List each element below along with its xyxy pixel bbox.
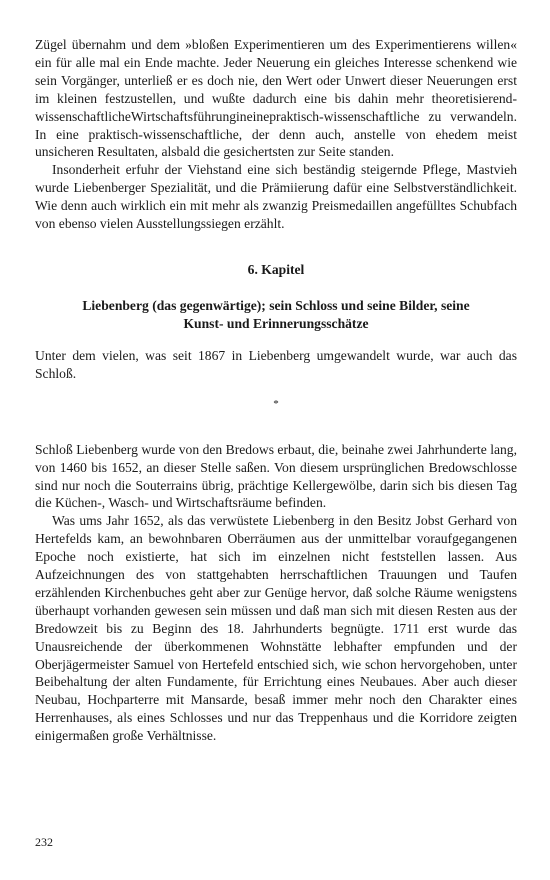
chapter-subtitle-line-1: Liebenberg (das gegenwärtige); sein Schloss und seine Bilder, seine <box>82 297 470 313</box>
paragraph-castle-history: Schloß Liebenberg wurde von den Bredows erbaut, die, beinahe zwei Jahrhunderte lang, von 1460 bis 1652, an dieser Stelle saßen. Von diesem ursprünglichen Bredowschlosse sind nur noch die Souterrains übrig, prächtige Kellergewölbe, darin sich bis diesen Tag die Küchen-, Wasch- und Wirtschaftsräume befinden. <box>35 441 517 511</box>
chapter-subtitle <box>35 297 517 333</box>
paragraph-hertefeld: Was ums Jahr 1652, als das verwüstete Liebenberg in den Besitz Jobst Gerhard von Hertefelds kam, an bewohnbaren Oberräumen aus der unmittelbar voraufgegangenen Epoche noch existierte, hat sich im einzelnen nicht feststellen lassen. Aus Aufzeichnungen des von stattgehabten herrschaftlichen Trauungen und Taufen erzählenden Kirchenbuches geht aber zur Genüge hervor, daß solche Räume wenigstens überhaupt vorhanden gewesen sein müssen und daß man sich mit diesen Resten aus der Bredowzeit bis zu Beginn des 18. Jahrhunderts begnügte. 1711 erst wurde das Unausreichende der überkommenen Wohnstätte lebhafter empfunden und der Oberjägermeister Samuel von Hertefeld entschied sich, wie schon hervorgehoben, unter Beibehaltung der alten Fundamente, für Errichtung eines Neubaues. Aber auch dieser Neubau, Hochparterre mit Mansarde, besaß immer mehr noch den Charakter eines Herrenhauses, als eines Schlosses und nur das Treppenhaus und die Korridore zeigten einigermaßen große Verhältnisse. <box>35 513 517 744</box>
page-number: 232 <box>35 835 53 849</box>
paragraph-continuation: Zügel übernahm und dem »bloßen Experimentieren um des Experimentierens willen« ein für alle mal ein Ende machte. Jeder Neuerung ein gleiches Interesse schenkend wie sein Vorgänger, unterließ er es doch nie, den Wert oder Unwert dieser Neuerungen erst im kleinen festzustellen, und wußte dadurch eine bis dahin mehr theoretisierend-wissenschaftlicheWirtschaftsführungineinepraktisch-wissenschaftliche zu verwandeln. In eine praktisch-wissenschaftliche, der denn auch, anstelle von ehedem meist unsicheren Resultaten, alsbald die gesichertsten zur Seite standen. <box>35 37 517 160</box>
chapter-heading: 6. Kapitel <box>247 261 305 277</box>
chapter-intro: Unter dem vielen, was seit 1867 in Liebenberg umgewandelt wurde, war auch das Schloß. <box>35 347 517 381</box>
section-separator: * <box>273 397 279 410</box>
paragraph-livestock: Insonderheit erfuhr der Viehstand eine sich beständig steigernde Pflege, Mastvieh wurde Liebenberger Spezialität, und die Prämiierung dafür eine Selbstverständlichkeit. Wie denn auch wirklich ein mit mehr als zwanzig Preismedaillen angefülltes Schubfach von ebenso vielen Ausstellungssiegen erzählt. <box>35 162 517 232</box>
chapter-subtitle-line-2: Kunst- und Erinnerungsschätze <box>183 315 369 331</box>
book-page <box>35 36 517 745</box>
